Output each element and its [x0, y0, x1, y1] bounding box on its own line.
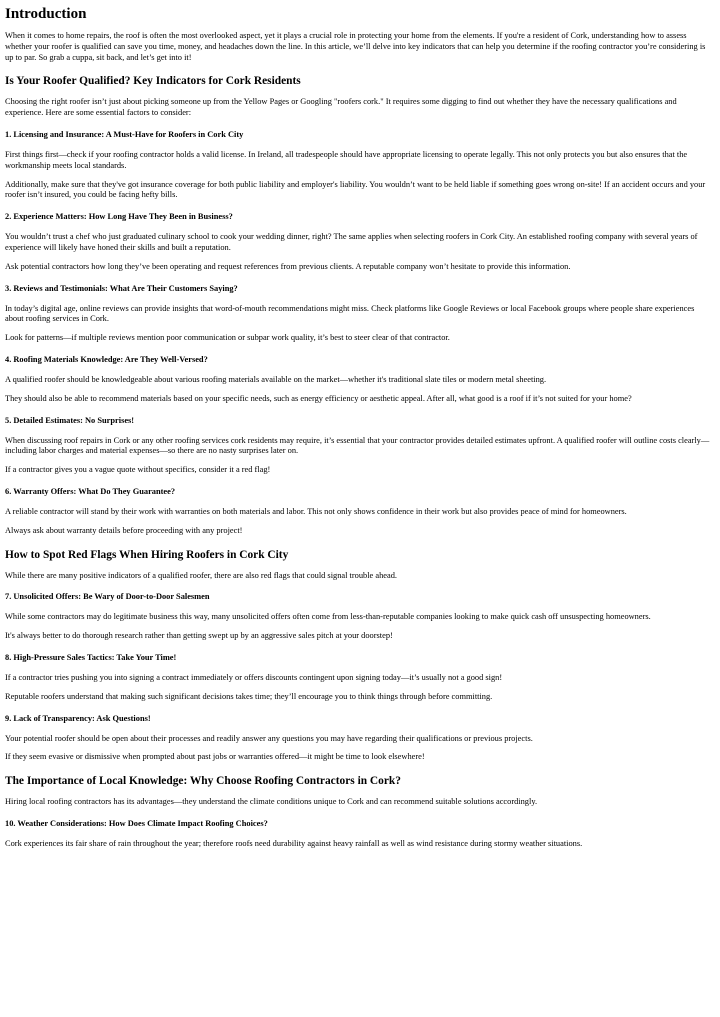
subsection-heading: 3. Reviews and Testimonials: What Are Their Customers Saying? — [5, 283, 238, 293]
paragraph: If a contractor gives you a vague quote without specifics, consider it a red flag! — [5, 465, 271, 475]
section-heading: The Importance of Local Knowledge: Why Choose Roofing Contractors in Cork? — [5, 775, 401, 788]
paragraph: Look for patterns—if multiple reviews mention poor communication or subpar work quality, it’s best to steer clear of that contractor. — [5, 333, 450, 343]
paragraph: Hiring local roofing contractors has its advantages—they understand the climate conditions unique to Cork and can recommend suitable solutions accordingly. — [5, 797, 538, 807]
paragraph: It's always better to do thorough research rather than getting swept up by an aggressive sales pitch at your doorstep! — [5, 631, 393, 641]
subsection-heading: 2. Experience Matters: How Long Have They Been in Business? — [5, 212, 233, 222]
paragraph: Choosing the right roofer isn’t just about picking someone up from the Yellow Pages or Googling "roofers cork." It requires some digging to find out whether they have the necessary qualifications and experience. Here are some essential factors to consider: — [5, 97, 677, 118]
paragraph: Always ask about warranty details before proceeding with any project! — [5, 525, 243, 535]
paragraph: While there are many positive indicators of a qualified roofer, there are also red flags that could signal trouble ahead. — [5, 570, 397, 580]
paragraph: A reliable contractor will stand by their work with warranties on both materials and labor. This not only shows confidence in their work but also provides peace of mind for homeowners. — [5, 506, 627, 516]
paragraph: When discussing roof repairs in Cork or any other roofing services cork residents may require, it’s essential that your contractor provides detailed estimates upfront. A qualified roofer will outline costs clearly—including labor charges and material expenses—so there are no nasty surprises later on. — [5, 435, 710, 456]
subsection-heading: 1. Licensing and Insurance: A Must-Have for Roofers in Cork City — [5, 129, 244, 139]
subsection-heading: 9. Lack of Transparency: Ask Questions! — [5, 713, 151, 723]
paragraph: In today’s digital age, online reviews can provide insights that word-of-mouth recommendations might miss. Check platforms like Google Reviews or local Facebook groups where people share experiences about roofing services in Cork. — [5, 303, 695, 324]
paragraph: While some contractors may do legitimate business this way, many unsolicited offers often come from less-than-reputable companies looking to make quick cash off unsuspecting homeowners. — [5, 612, 651, 622]
section-heading: How to Spot Red Flags When Hiring Roofers in Cork City — [5, 548, 289, 561]
subsection-heading: 4. Roofing Materials Knowledge: Are They Well-Versed? — [5, 354, 208, 364]
paragraph: If a contractor tries pushing you into signing a contract immediately or offers discounts contingent upon signing today—it’s usually not a good sign! — [5, 672, 503, 682]
paragraph: Your potential roofer should be open about their processes and readily answer any questions you may have regarding their qualifications or previous projects. — [5, 733, 533, 743]
paragraph: They should also be able to recommend materials based on your specific needs, such as energy efficiency or aesthetic appeal. After all, what good is a roof if it’s not suited for your home? — [5, 393, 632, 403]
section-heading: Is Your Roofer Qualified? Key Indicators for Cork Residents — [5, 75, 301, 88]
paragraph: First things first—check if your roofing contractor holds a valid license. In Ireland, all tradespeople should have appropriate licensing to operate legally. This not only protects you but also ensures that the workmanship meets local standards. — [5, 149, 688, 170]
paragraph: A qualified roofer should be knowledgeable about various roofing materials available on the market—whether it's traditional slate tiles or modern metal sheeting. — [5, 374, 547, 384]
paragraph: Additionally, make sure that they've got insurance coverage for both public liability and employer's liability. You wouldn’t want to be held liable if something goes wrong on-site! If an accident occurs and your roofer isn’t insured, you could be facing hefty bills. — [5, 179, 706, 200]
paragraph: You wouldn’t trust a chef who just graduated culinary school to cook your wedding dinner, right? The same applies when selecting roofers in Cork City. An established roofing company with several years of experience will likely have honed their skills and built a reputation. — [5, 232, 698, 252]
subsection-heading: 8. High-Pressure Sales Tactics: Take Your Time! — [5, 652, 177, 662]
paragraph: Ask potential contractors how long they’ve been operating and request references from previous clients. A reputable company won’t hesitate to provide this information. — [5, 261, 571, 271]
paragraph: When it comes to home repairs, the roof is often the most overlooked aspect, yet it plays a crucial role in protecting your home from the elements. If you're a resident of Cork, understanding how to assess whether your roofer is qualified can save you time, money, and headaches down the line. In this article, we’ll delve into key indicators that can help you determine if the roofing contractor you’re considering is up to par. So grab a cuppa, sit back, and let’s get into it! — [5, 31, 706, 62]
subsection-heading: 5. Detailed Estimates: No Surprises! — [5, 415, 135, 425]
paragraph: If they seem evasive or dismissive when prompted about past jobs or warranties offered—it might be time to look elsewhere! — [5, 752, 425, 762]
subsection-heading: 10. Weather Considerations: How Does Climate Impact Roofing Choices? — [5, 818, 268, 828]
paragraph: Cork experiences its fair share of rain throughout the year; therefore roofs need durability against heavy rainfall as well as wind resistance during stormy weather situations. — [5, 838, 583, 848]
paragraph: Reputable roofers understand that making such significant decisions takes time; they’ll encourage you to think things through before committing. — [5, 691, 493, 701]
subsection-heading: 6. Warranty Offers: What Do They Guarantee? — [5, 486, 176, 496]
subsection-heading: 7. Unsolicited Offers: Be Wary of Door-to-Door Salesmen — [5, 592, 210, 602]
section-title: Introduction — [5, 6, 87, 22]
